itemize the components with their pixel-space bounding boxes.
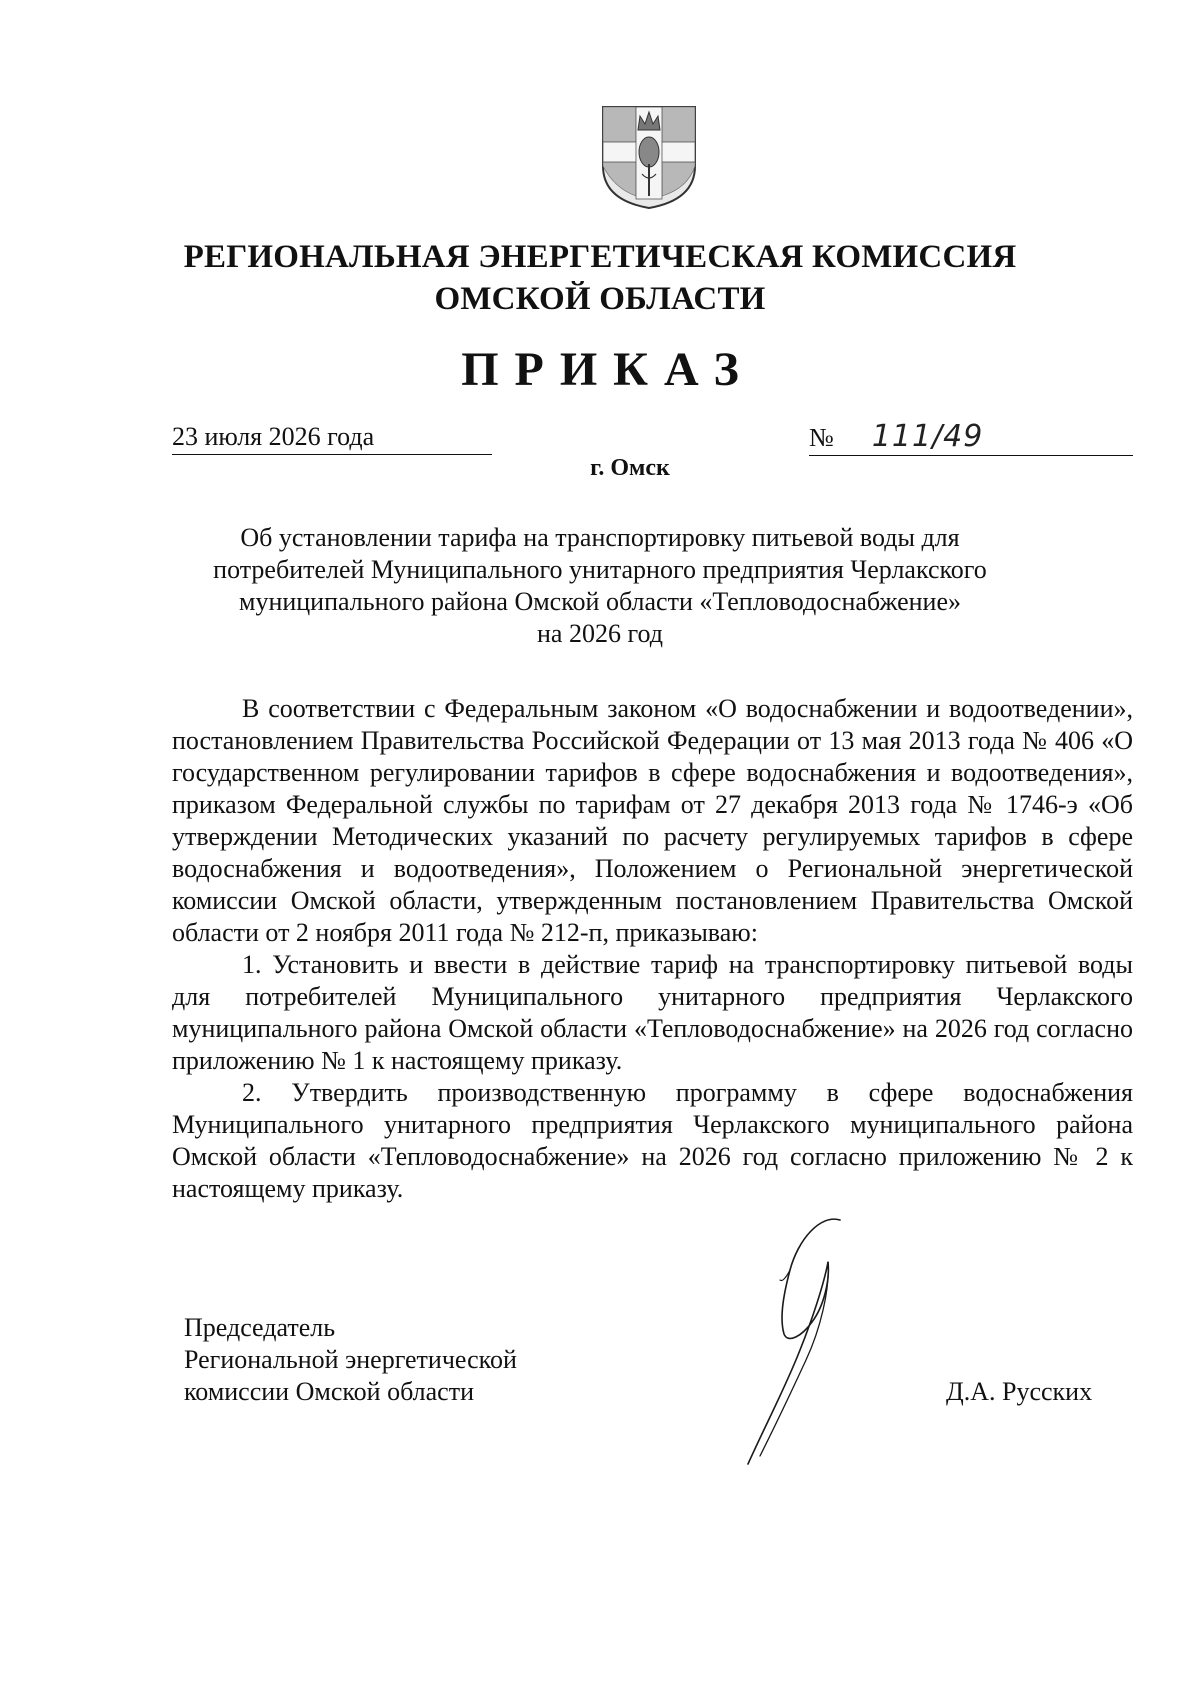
- document-body: [172, 693, 1133, 1205]
- document-date: 23 июля 2026 года: [172, 420, 492, 455]
- subject-line: на 2026 год: [537, 619, 663, 648]
- document-type-title: ПРИКАЗ: [461, 343, 755, 396]
- body-paragraph-item-1: 1. Установить и ввести в действие тариф на транспортировку питьевой воды для потребителей Муниципального унитарного предприятия Черлакского муниципального района Омской области «Тепловодоснабжение» на 2026 год согласно приложению № 1 к настоящему приказу.: [172, 950, 1133, 1075]
- signer-position-line: комиссии Омской области: [184, 1377, 474, 1406]
- body-paragraph-item-2: 2. Утвердить производственную программу в сфере водоснабжения Муниципального унитарного предприятия Черлакского муниципального района Омской области «Тепловодоснабжение» на 2026 год согласно приложению № 2 к настоящему приказу.: [172, 1078, 1133, 1203]
- signer-name: Д.А. Русских: [946, 1377, 1093, 1406]
- number-value: 111/49: [871, 419, 984, 454]
- body-paragraph-preamble: В соответствии с Федеральным законом «О водоснабжении и водоотведении», постановлением Правительства Российской Федерации от 13 мая 2013 года № 406 «О государственном регулировании тарифов в сфере водоснабжения и водоотведения», приказом Федеральной службы по тарифам от 27 декабря 2013 года № 1746-э «Об утверждении Методических указаний по расчету регулируемых тарифов в сфере водоснабжения и водоотведения», Положением о Региональной энергетической комиссии Омской области, утвержденным постановлением Правительства Омской области от 2 ноября 2011 года № 212-п, приказываю:: [172, 694, 1133, 947]
- subject-line: потребителей Муниципального унитарного предприятия Черлакского: [213, 555, 987, 584]
- document-number: [809, 420, 1133, 456]
- organization-name-line2: ОМСКОЙ ОБЛАСТИ: [434, 281, 766, 317]
- number-label: №: [809, 423, 834, 452]
- signer-position: [184, 1312, 604, 1408]
- coat-of-arms-icon: [600, 104, 698, 210]
- organization-name-line1: РЕГИОНАЛЬНАЯ ЭНЕРГЕТИЧЕСКАЯ КОМИССИЯ: [183, 239, 1017, 275]
- subject-line: муниципального района Омской области «Тепловодоснабжение»: [238, 587, 962, 616]
- handwritten-signature-icon: [720, 1210, 870, 1470]
- document-subject: [150, 522, 1050, 650]
- document-city: г. Омск: [590, 455, 670, 481]
- organization-header: [0, 236, 1200, 320]
- subject-line: Об установлении тарифа на транспортировку питьевой воды для: [240, 523, 960, 552]
- signer-position-line: Региональной энергетической: [184, 1345, 517, 1374]
- signer-position-line: Председатель: [184, 1313, 336, 1342]
